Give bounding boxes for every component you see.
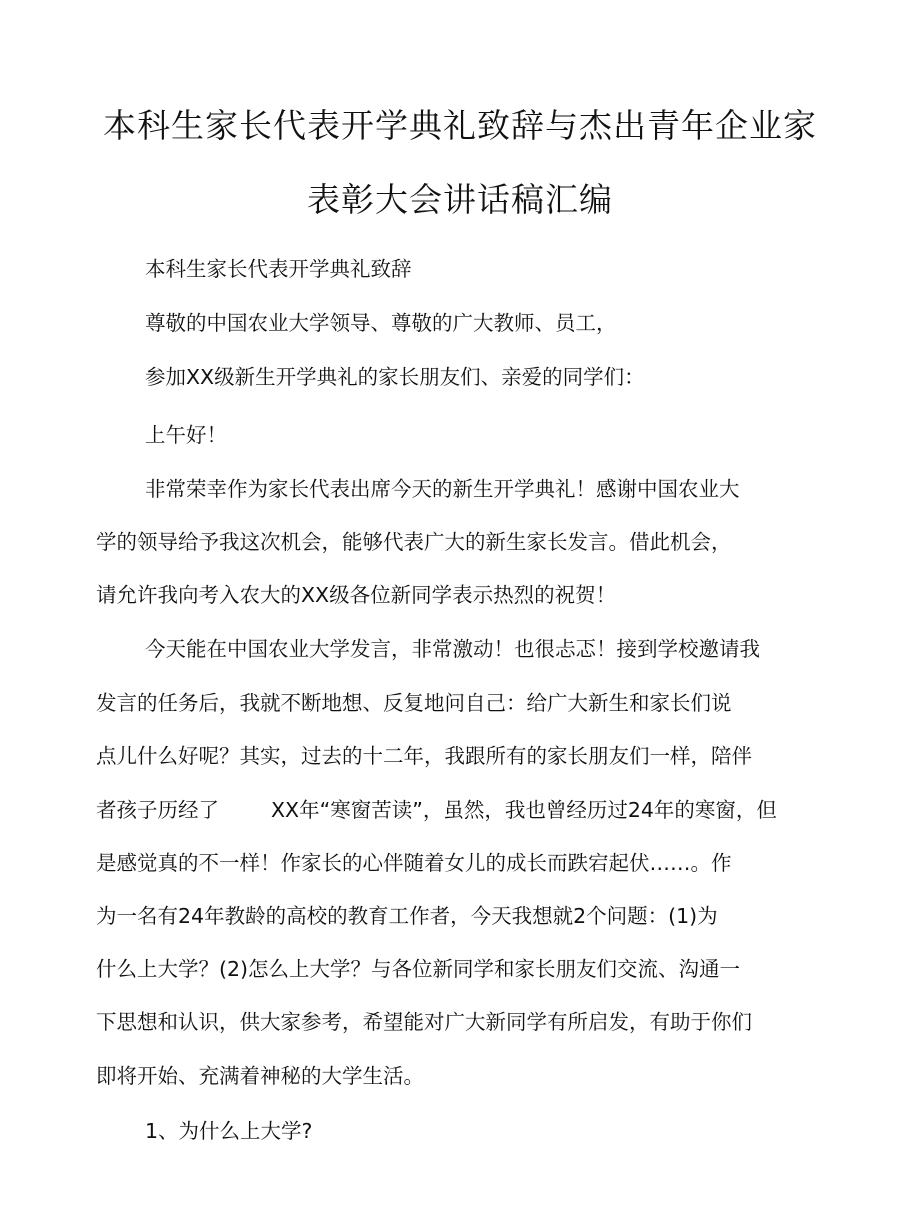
body-text-line: 是感觉真的不一样！作家长的心伴随着女儿的成长而跌宕起伏……。作 <box>96 851 732 875</box>
body-text-line <box>96 795 777 825</box>
body-text-line: 今天能在中国农业大学发言，非常激动！也很忐忑！接到学校邀请我 <box>145 637 760 661</box>
body-text-line: 什么上大学？(2)怎么上大学？与各位新同学和家长朋友们交流、沟通一 <box>96 957 741 981</box>
body-text-line: 学的领导给予我这次机会，能够代表广大的新生家长发言。借此机会， <box>96 530 732 554</box>
salutation-line-2: 参加XX级新生开学典礼的家长朋友们、亲爱的同学们： <box>145 365 645 389</box>
body-text-line: 为一名有24年教龄的高校的教育工作者，今天我想就2个问题：(1)为 <box>96 904 718 928</box>
body-text-line: 发言的任务后，我就不断地想、反复地问自己：给广大新生和家长们说 <box>96 691 732 715</box>
section-subtitle: 本科生家长代表开学典礼致辞 <box>145 257 412 281</box>
greeting-line: 上午好！ <box>145 423 227 447</box>
section-heading: 1、为什么上大学? <box>145 1119 313 1143</box>
body-text-line: 非常荣幸作为家长代表出席今天的新生开学典礼！感谢中国农业大 <box>145 477 740 501</box>
body-text-line: 请允许我向考入农大的XX级各位新同学表示热烈的祝贺！ <box>96 583 617 607</box>
document-title-line-1: 本科生家长代表开学典礼致辞与杰出青年企业家 <box>103 106 817 145</box>
body-text-fragment: 者孩子历经了 <box>96 798 219 822</box>
body-text-line: 下思想和认识，供大家参考，希望能对广大新同学有所启发，有助于你们 <box>96 1010 752 1034</box>
body-text-line: 即将开始、充满着神秘的大学生活。 <box>96 1064 424 1088</box>
document-title-line-2: 表彰大会讲话稿汇编 <box>307 180 613 219</box>
salutation-line-1: 尊敬的中国农业大学领导、尊敬的广大教师、员工， <box>145 311 617 335</box>
body-text-fragment: XX年“寒窗苦读”，虽然，我也曾经历过24年的寒窗，但 <box>271 798 777 822</box>
body-text-line: 点儿什么好呢？其实，过去的十二年，我跟所有的家长朋友们一样，陪伴 <box>96 744 752 768</box>
